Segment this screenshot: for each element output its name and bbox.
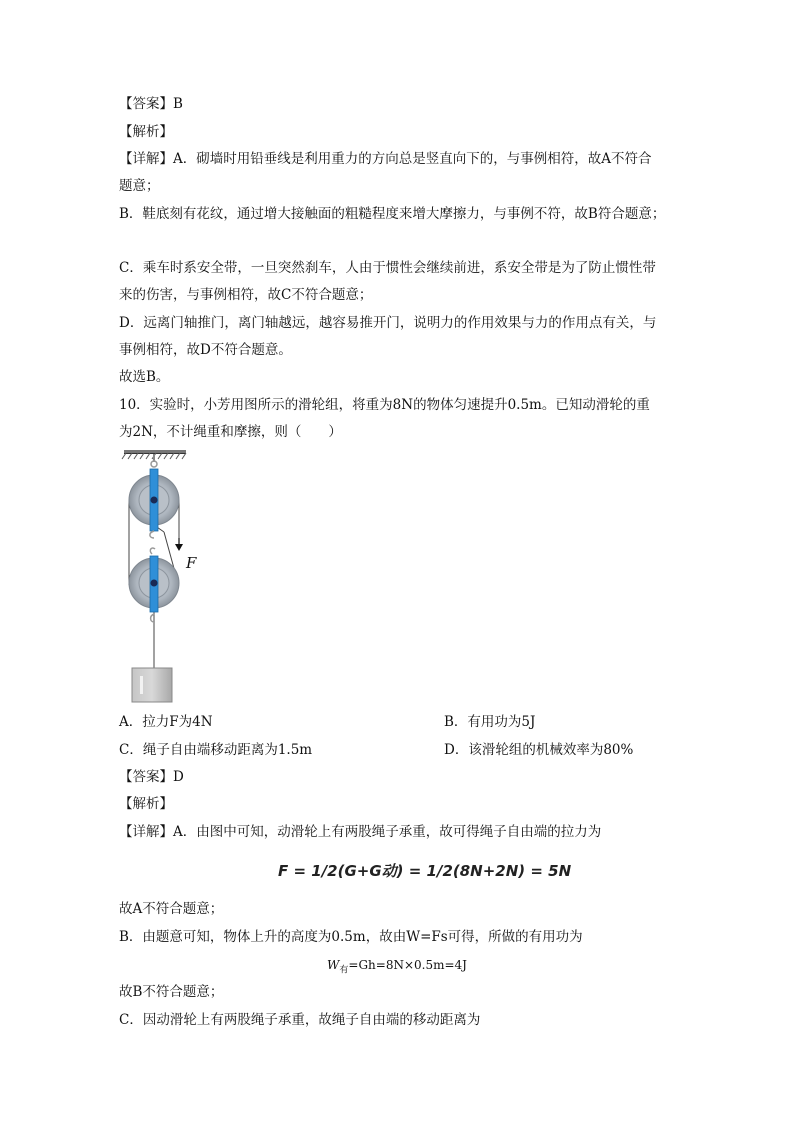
- answer-label-2: 【答案】D: [119, 769, 184, 785]
- load-box: [132, 668, 172, 702]
- detail-c-line1: C．乘车时系安全带，一旦突然刹车，人由于惯性会继续前进，系安全带是为了防止惯性带: [119, 260, 656, 276]
- analysis-label-1: 【解析】: [119, 124, 173, 140]
- pulley-figure: [118, 450, 218, 710]
- detail-a-line2: 题意；: [119, 178, 160, 194]
- detail-d-line1: D．远离门轴推门，离门轴越远，越容易推开门，说明力的作用效果与力的作用点有关，与: [119, 315, 657, 331]
- formula-useful-work: [0, 957, 794, 978]
- detail2-b-end: 故B不符合题意；: [119, 984, 224, 1000]
- option-c: C．绳子自由端移动距离为1.5m: [119, 742, 313, 758]
- detail2-a: 【详解】A．由图中可知，动滑轮上有两股绳子承重，故可得绳子自由端的拉力为: [119, 824, 602, 840]
- formula-w-symbol: W: [327, 958, 340, 972]
- analysis-label-2: 【解析】: [119, 796, 173, 812]
- formula-pulling-force-text: F = 1/2(G+G动) = 1/2(8N+2N) = 5N: [278, 862, 572, 880]
- question-10-line1: 10．实验时，小芳用图所示的滑轮组，将重为8N的物体匀速提升0.5m。已知动滑轮的重: [119, 397, 650, 413]
- fixed-pulley: [129, 469, 179, 531]
- option-b: B．有用功为5J: [444, 714, 536, 730]
- formula-pulling-force: [278, 856, 572, 884]
- detail2-b: B．由题意可知，物体上升的高度为0.5m，故由W=Fs可得，所做的有用功为: [119, 929, 583, 945]
- detail-a-line1: 【详解】A．砌墙时用铅垂线是利用重力的方向总是竖直向下的，与事例相符，故A不符合: [119, 151, 652, 167]
- detail-c-line2: 来的伤害，与事例相符，故C不符合题意；: [119, 287, 373, 303]
- movable-pulley: [129, 556, 179, 612]
- detail2-c: C．因动滑轮上有两股绳子承重，故绳子自由端的移动距离为: [119, 1012, 481, 1028]
- option-a: A．拉力F为4N: [119, 714, 213, 730]
- formula-w-subscript: 有: [339, 965, 349, 976]
- force-arrow: [175, 538, 183, 551]
- question-10-line2: 为2N，不计绳重和摩擦，则（ ）: [119, 424, 342, 440]
- option-d: D．该滑轮组的机械效率为80%: [444, 742, 634, 758]
- formula-w-rest: =Gh=8N×0.5m=4J: [348, 958, 467, 972]
- choose-line: 故选B。: [119, 369, 170, 385]
- detail-d-line2: 事例相符，故D不符合题意。: [119, 342, 292, 358]
- detail2-a-end: 故A不符合题意；: [119, 901, 224, 917]
- detail-b: B．鞋底刻有花纹，通过增大接触面的粗糙程度来增大摩擦力，与事例不符，故B符合题意；: [119, 206, 666, 222]
- force-label: F: [186, 554, 197, 572]
- answer-label-1: 【答案】B: [119, 96, 183, 112]
